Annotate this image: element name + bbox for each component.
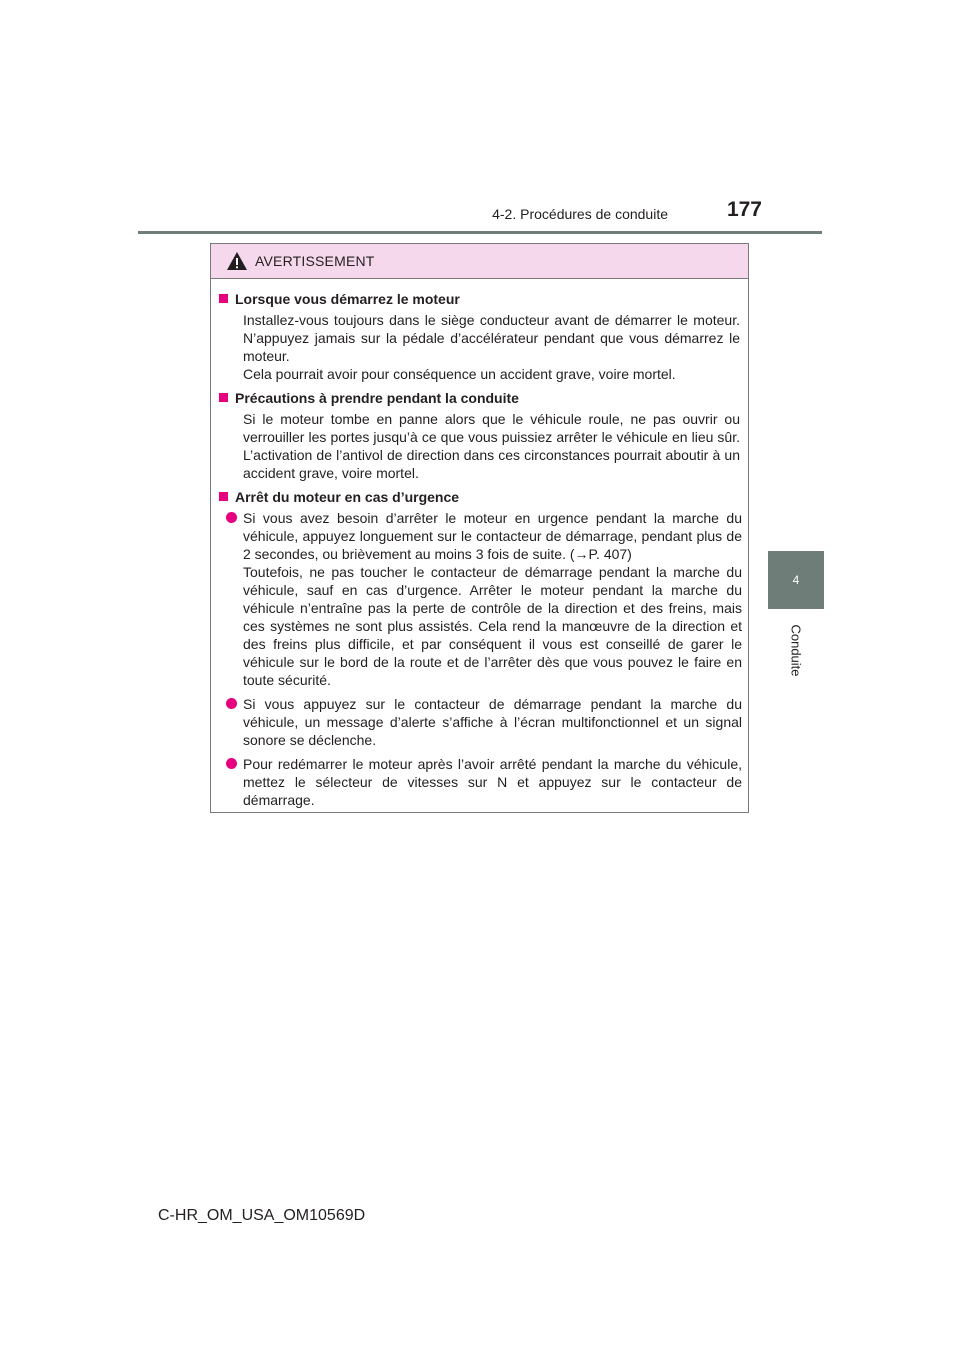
list-item (217, 755, 742, 809)
round-bullet-icon (226, 758, 237, 769)
paragraph: Si vous appuyez sur le contacteur de démarrage pendant la marche du véhicule, un message d’alerte s’affiche à l’écran multifonctionnel et un signal sonore se déclenche. (243, 696, 742, 748)
warning-body (211, 290, 748, 809)
round-bullet-icon (226, 698, 237, 709)
chapter-number: 4 (792, 573, 800, 587)
chapter-label (770, 615, 822, 685)
section-title-text: Lorsque vous démarrez le moteur (235, 291, 460, 307)
square-bullet-icon (219, 393, 228, 402)
page-number: 177 (726, 198, 762, 221)
warning-triangle-icon (226, 251, 248, 271)
section-title (217, 389, 742, 407)
paragraph: Si vous avez besoin d’arrêter le moteur en urgence pendant la marche du véhicule, appuyez longuement sur le contacteur de démarrage, pendant plus de 2 secondes, ou brièvement au moins 3 fois de suite. (→P. 407) (243, 510, 742, 562)
chapter-tab (768, 551, 824, 609)
chapter-label-text: Conduite (788, 623, 804, 677)
document-code: C-HR_OM_USA_OM10569D (158, 1207, 366, 1224)
paragraph: Cela pourrait avoir pour conséquence un accident grave, voire mortel. (243, 366, 676, 382)
section-text (217, 410, 742, 482)
warning-box (210, 243, 749, 813)
round-bullet-icon (226, 512, 237, 523)
list-item (217, 509, 742, 689)
section-title-text: Précautions à prendre pendant la conduite (235, 390, 519, 406)
paragraph: Installez-vous toujours dans le siège conducteur avant de démarrer le moteur. N’appuyez jamais sur la pédale d’accélérateur pendant que vous démarrez le moteur. (243, 312, 740, 364)
section-title (217, 488, 742, 506)
square-bullet-icon (219, 492, 228, 501)
section-title (217, 290, 742, 308)
warning-header (211, 244, 748, 279)
square-bullet-icon (219, 294, 228, 303)
header-section-title: 4-2. Procédures de conduite (492, 206, 668, 222)
paragraph: Pour redémarrer le moteur après l’avoir arrêté pendant la marche du véhicule, mettez le sélecteur de vitesses sur N et appuyez sur le contacteur de démarrage. (243, 756, 742, 808)
header-rule (138, 231, 822, 234)
section-text (217, 311, 742, 383)
section-title-text: Arrêt du moteur en cas d’urgence (235, 489, 460, 505)
warning-title: AVERTISSEMENT (255, 253, 375, 269)
paragraph: Toutefois, ne pas toucher le contacteur de démarrage pendant la marche du véhicule, sauf en cas d’urgence. Arrêter le moteur pendant la marche du véhicule n’entraîne pas la perte de contrôle de la direction et des freins, mais ces systèmes ne sont plus assistés. Cela rend la manœuvre de la direction et des freins plus difficile, et par conséquent il vous est conseillé de garer le véhicule sur le bord de la route et de l’arrêter dès que vous pouvez le faire en toute sécurité. (243, 564, 742, 688)
paragraph: Si le moteur tombe en panne alors que le véhicule roule, ne pas ouvrir ou verrouiller les portes jusqu’à ce que vous puissiez arrêter le véhicule en lieu sûr. L’activation de l’antivol de direction dans ces circonstances pourrait aboutir à un accident grave, voire mortel. (243, 411, 740, 481)
list-item (217, 695, 742, 749)
